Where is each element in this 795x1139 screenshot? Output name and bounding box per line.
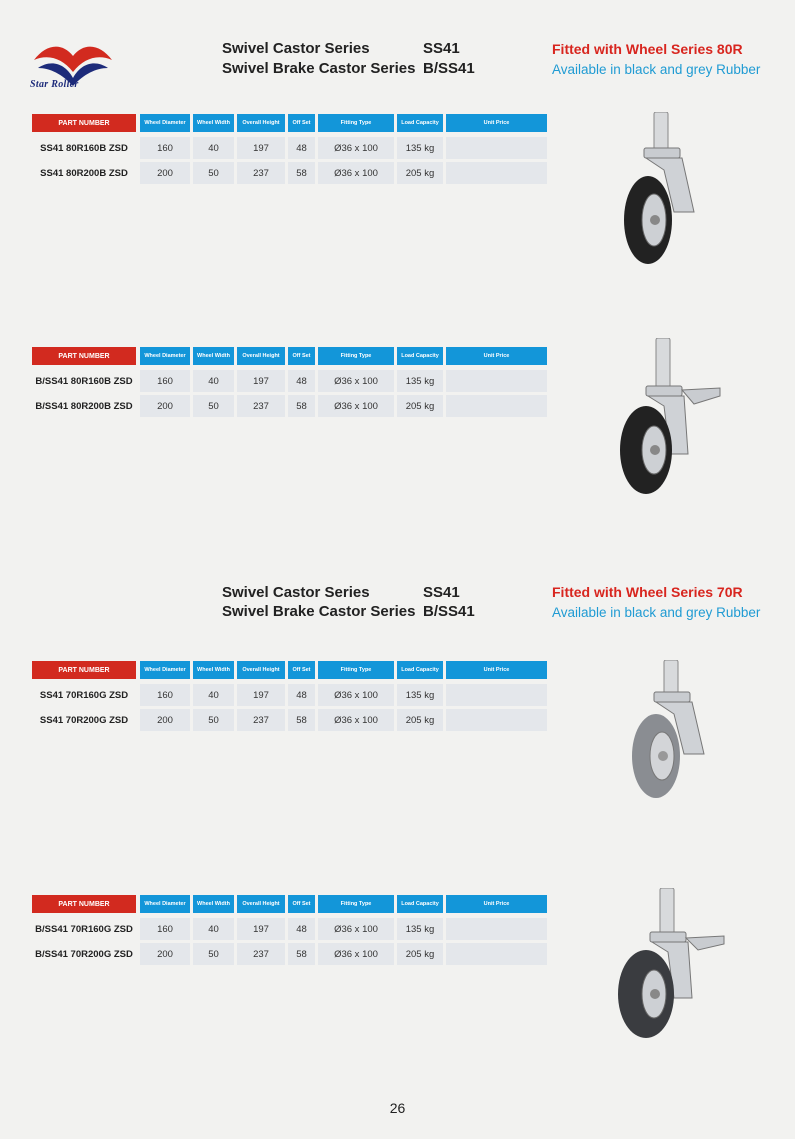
table-row	[32, 137, 547, 159]
column-header: Off Set	[288, 347, 315, 365]
table-cell: 160	[140, 918, 190, 940]
column-header: Overall Height	[237, 114, 285, 132]
table-cell	[446, 370, 547, 392]
section-code: B/SS41	[423, 60, 475, 77]
brand-name: Star Roller	[30, 79, 79, 90]
table-cell: Ø36 x 100	[318, 137, 394, 159]
table-row	[32, 943, 547, 965]
table-cell: 40	[193, 370, 234, 392]
table-cell: 135 kg	[397, 137, 443, 159]
part-number-cell: SS41 70R160G ZSD	[32, 684, 136, 706]
column-header: Unit Price	[446, 895, 547, 913]
table-cell: 58	[288, 943, 315, 965]
table-row	[32, 162, 547, 184]
availability-note: Available in black and grey Rubber	[552, 605, 761, 620]
column-header: PART NUMBER	[32, 895, 136, 913]
table-cell: 40	[193, 137, 234, 159]
table-cell: 237	[237, 709, 285, 731]
part-number-cell: SS41 80R160B ZSD	[32, 137, 136, 159]
table-header-row	[32, 347, 547, 367]
column-header: Load Capacity	[397, 347, 443, 365]
column-header: Overall Height	[237, 347, 285, 365]
brake-castor-grey-image	[604, 888, 729, 1043]
table-cell: 205 kg	[397, 162, 443, 184]
column-header: Overall Height	[237, 661, 285, 679]
column-header: Fitting Type	[318, 347, 394, 365]
column-header: Fitting Type	[318, 661, 394, 679]
column-header: Load Capacity	[397, 114, 443, 132]
column-header: Load Capacity	[397, 895, 443, 913]
table-cell: 50	[193, 709, 234, 731]
table-cell: 197	[237, 370, 285, 392]
table-cell: 200	[140, 395, 190, 417]
table-cell	[446, 918, 547, 940]
table-cell: 237	[237, 943, 285, 965]
table-cell: 40	[193, 684, 234, 706]
table-cell: 58	[288, 395, 315, 417]
table-cell: 205 kg	[397, 943, 443, 965]
table-row	[32, 709, 547, 731]
table-cell: 205 kg	[397, 709, 443, 731]
section-title: Swivel Castor Series	[222, 584, 370, 601]
table-header-row	[32, 661, 547, 681]
table-cell: 160	[140, 684, 190, 706]
column-header: PART NUMBER	[32, 661, 136, 679]
section-title: Swivel Brake Castor Series	[222, 60, 416, 77]
fitted-note: Fitted with Wheel Series 70R	[552, 584, 743, 600]
swivel-castor-grey-image	[618, 660, 718, 800]
table-cell	[446, 395, 547, 417]
column-header: PART NUMBER	[32, 347, 136, 365]
page-number: 26	[389, 1100, 406, 1116]
column-header: Wheel Width	[193, 347, 234, 365]
spec-table	[32, 114, 547, 184]
table-cell: 48	[288, 684, 315, 706]
column-header: Overall Height	[237, 895, 285, 913]
table-cell: 50	[193, 395, 234, 417]
table-cell: Ø36 x 100	[318, 684, 394, 706]
column-header: Off Set	[288, 661, 315, 679]
table-cell: 40	[193, 918, 234, 940]
section-title: Swivel Castor Series	[222, 40, 370, 57]
part-number-cell: B/SS41 80R160B ZSD	[32, 370, 136, 392]
column-header: Wheel Width	[193, 895, 234, 913]
column-header: PART NUMBER	[32, 114, 136, 132]
column-header: Load Capacity	[397, 661, 443, 679]
spec-table	[32, 661, 547, 731]
table-cell: 58	[288, 709, 315, 731]
table-cell: Ø36 x 100	[318, 709, 394, 731]
column-header: Off Set	[288, 114, 315, 132]
column-header: Wheel Diameter	[140, 895, 190, 913]
table-cell: 50	[193, 943, 234, 965]
availability-note: Available in black and grey Rubber	[552, 62, 761, 77]
table-cell: Ø36 x 100	[318, 370, 394, 392]
table-cell: 48	[288, 370, 315, 392]
table-cell: 48	[288, 918, 315, 940]
table-cell: 205 kg	[397, 395, 443, 417]
column-header: Unit Price	[446, 114, 547, 132]
part-number-cell: B/SS41 70R160G ZSD	[32, 918, 136, 940]
column-header: Unit Price	[446, 661, 547, 679]
table-header-row	[32, 895, 547, 915]
table-cell	[446, 137, 547, 159]
table-cell: 160	[140, 370, 190, 392]
table-cell: 200	[140, 162, 190, 184]
table-cell	[446, 709, 547, 731]
column-header: Wheel Diameter	[140, 114, 190, 132]
table-cell: 135 kg	[397, 684, 443, 706]
brake-castor-black-image	[598, 338, 728, 498]
table-cell: 58	[288, 162, 315, 184]
table-cell	[446, 162, 547, 184]
table-cell: 50	[193, 162, 234, 184]
table-row	[32, 684, 547, 706]
spec-table	[32, 347, 547, 417]
column-header: Off Set	[288, 895, 315, 913]
table-row	[32, 370, 547, 392]
table-cell	[446, 684, 547, 706]
column-header: Unit Price	[446, 347, 547, 365]
table-cell: 135 kg	[397, 918, 443, 940]
table-cell: 197	[237, 918, 285, 940]
table-cell: 135 kg	[397, 370, 443, 392]
spec-table	[32, 895, 547, 965]
table-cell: 160	[140, 137, 190, 159]
part-number-cell: SS41 70R200G ZSD	[32, 709, 136, 731]
column-header: Fitting Type	[318, 114, 394, 132]
part-number-cell: B/SS41 70R200G ZSD	[32, 943, 136, 965]
table-cell	[446, 943, 547, 965]
table-cell: Ø36 x 100	[318, 943, 394, 965]
table-cell: 197	[237, 137, 285, 159]
table-cell: Ø36 x 100	[318, 395, 394, 417]
table-cell: 197	[237, 684, 285, 706]
table-row	[32, 918, 547, 940]
table-cell: 48	[288, 137, 315, 159]
section-code: SS41	[423, 584, 460, 601]
table-cell: 200	[140, 943, 190, 965]
section-title: Swivel Brake Castor Series	[222, 603, 416, 620]
section-code: SS41	[423, 40, 460, 57]
column-header: Wheel Diameter	[140, 661, 190, 679]
table-row	[32, 395, 547, 417]
column-header: Fitting Type	[318, 895, 394, 913]
swivel-castor-black-image	[608, 112, 718, 267]
part-number-cell: B/SS41 80R200B ZSD	[32, 395, 136, 417]
part-number-cell: SS41 80R200B ZSD	[32, 162, 136, 184]
table-cell: 237	[237, 395, 285, 417]
table-cell: 237	[237, 162, 285, 184]
column-header: Wheel Diameter	[140, 347, 190, 365]
table-cell: Ø36 x 100	[318, 918, 394, 940]
table-header-row	[32, 114, 547, 134]
section-code: B/SS41	[423, 603, 475, 620]
table-cell: Ø36 x 100	[318, 162, 394, 184]
fitted-note: Fitted with Wheel Series 80R	[552, 41, 743, 57]
column-header: Wheel Width	[193, 661, 234, 679]
column-header: Wheel Width	[193, 114, 234, 132]
table-cell: 200	[140, 709, 190, 731]
